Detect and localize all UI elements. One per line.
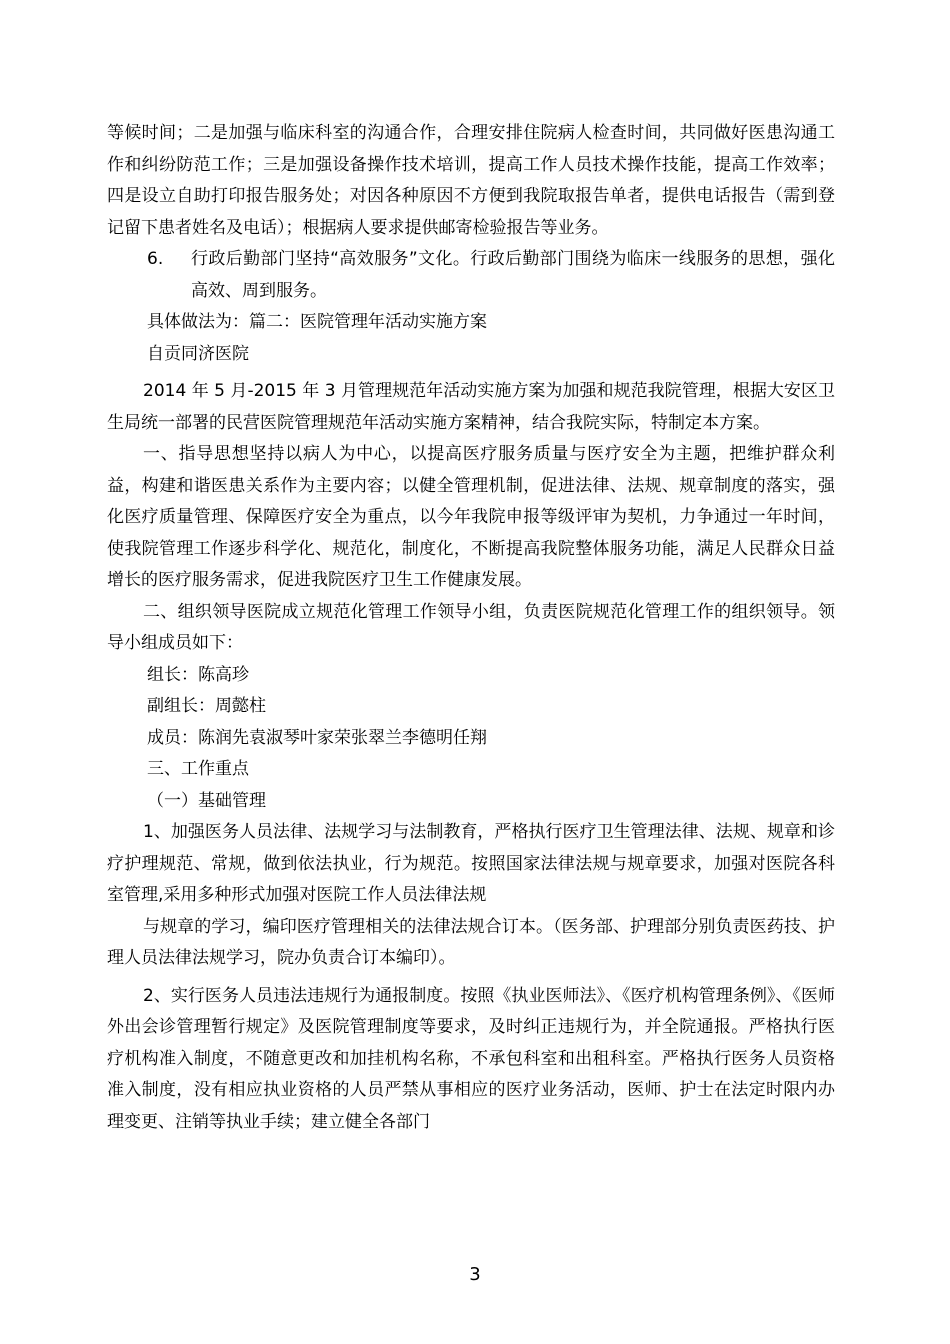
- deputy-leader-line: 副组长：周懿柱: [147, 696, 266, 716]
- page-number: 3: [469, 1264, 481, 1285]
- section-guiding-ideology: 一、指导思想坚持以病人为中心，以提高医疗服务质量与医疗安全为主题，把维护群众利益，构建和谐医患关系作为主要内容；以健全管理机制，促进法律、法规、规章制度的落实，强化医疗质量管理、保障医疗安全为重点，以今年我院申报等级评审为契机，力争通过一年时间，使我院管理工作逐步科学化、规范化，制度化，不断提高我院整体服务功能，满足人民群众日益增长的医疗服务需求，促进我院医疗卫生工作健康发展。: [107, 444, 835, 590]
- hospital-name: 自贡同济医院: [147, 343, 249, 364]
- paragraph-method: 具体做法为：篇二：医院管理年活动实施方案: [147, 312, 487, 332]
- document-body: [107, 118, 835, 1138]
- members-line: 成员：陈润先袁淑琴叶家荣张翠兰李德明任翔: [147, 727, 487, 748]
- paragraph-continuation: 等候时间；二是加强与临床科室的沟通合作，合理安排住院病人检查时间，共同做好医患沟通工作和纠纷防范工作；三是加强设备操作技术培训，提高工作人员技术操作技能，提高工作效率；四是设立自助打印报告服务处；对因各种原因不方便到我院取报告单者，提供电话报告（需到登记留下患者姓名及电话）；根据病人要求提供邮寄检验报告等业务。: [107, 123, 835, 238]
- item-number: 6.: [147, 249, 164, 269]
- numbered-item-6: [107, 244, 835, 307]
- paragraph-intro: 2014 年 5 月-2015 年 3 月管理规范年活动实施方案为加强和规范我院管理，根据大安区卫生局统一部署的民营医院管理规范年活动实施方案精神，结合我院实际，特制定本方案。: [107, 381, 835, 433]
- leader-line: 组长：陈高珍: [147, 664, 249, 685]
- section-organization: 二、组织领导医院成立规范化管理工作领导小组，负责医院规范化管理工作的组织领导。领导小组成员如下：: [107, 601, 835, 653]
- subsection-basic-management: （一）基础管理: [147, 790, 266, 811]
- item-1-part-a: 1、加强医务人员法律、法规学习与法制教育，严格执行医疗卫生管理法律、法规、规章和诊疗护理规范、常规，做到依法执业，行为规范。按照国家法律法规与规章要求，加强对医院各科室管理,采用多种形式加强对医院工作人员法律法规: [107, 822, 835, 905]
- item-1-part-b: 与规章的学习，编印医疗管理相关的法律法规合订本。（医务部、护理部分别负责医药技、护理人员法律法规学习，院办负责合订本编印）。: [107, 916, 835, 968]
- item-2: 2、实行医务人员违法违规行为通报制度。按照《执业医师法》、《医疗机构管理条例》、《医师外出会诊管理暂行规定》及医院管理制度等要求，及时纠正违规行为，并全院通报。严格执行医疗机构准入制度，不随意更改和加挂机构名称，不承包科室和出租科室。严格执行医务人员资格准入制度，没有相应执业资格的人员严禁从事相应的医疗业务活动，医师、护士在法定时限内办理变更、注销等执业手续；建立健全各部门: [107, 985, 835, 1132]
- item-text: 行政后勤部门坚持“高效服务”文化。行政后勤部门围绕为临床一线服务的思想，强化高效、周到服务。: [191, 249, 835, 301]
- section-work-focus: 三、工作重点: [147, 759, 249, 779]
